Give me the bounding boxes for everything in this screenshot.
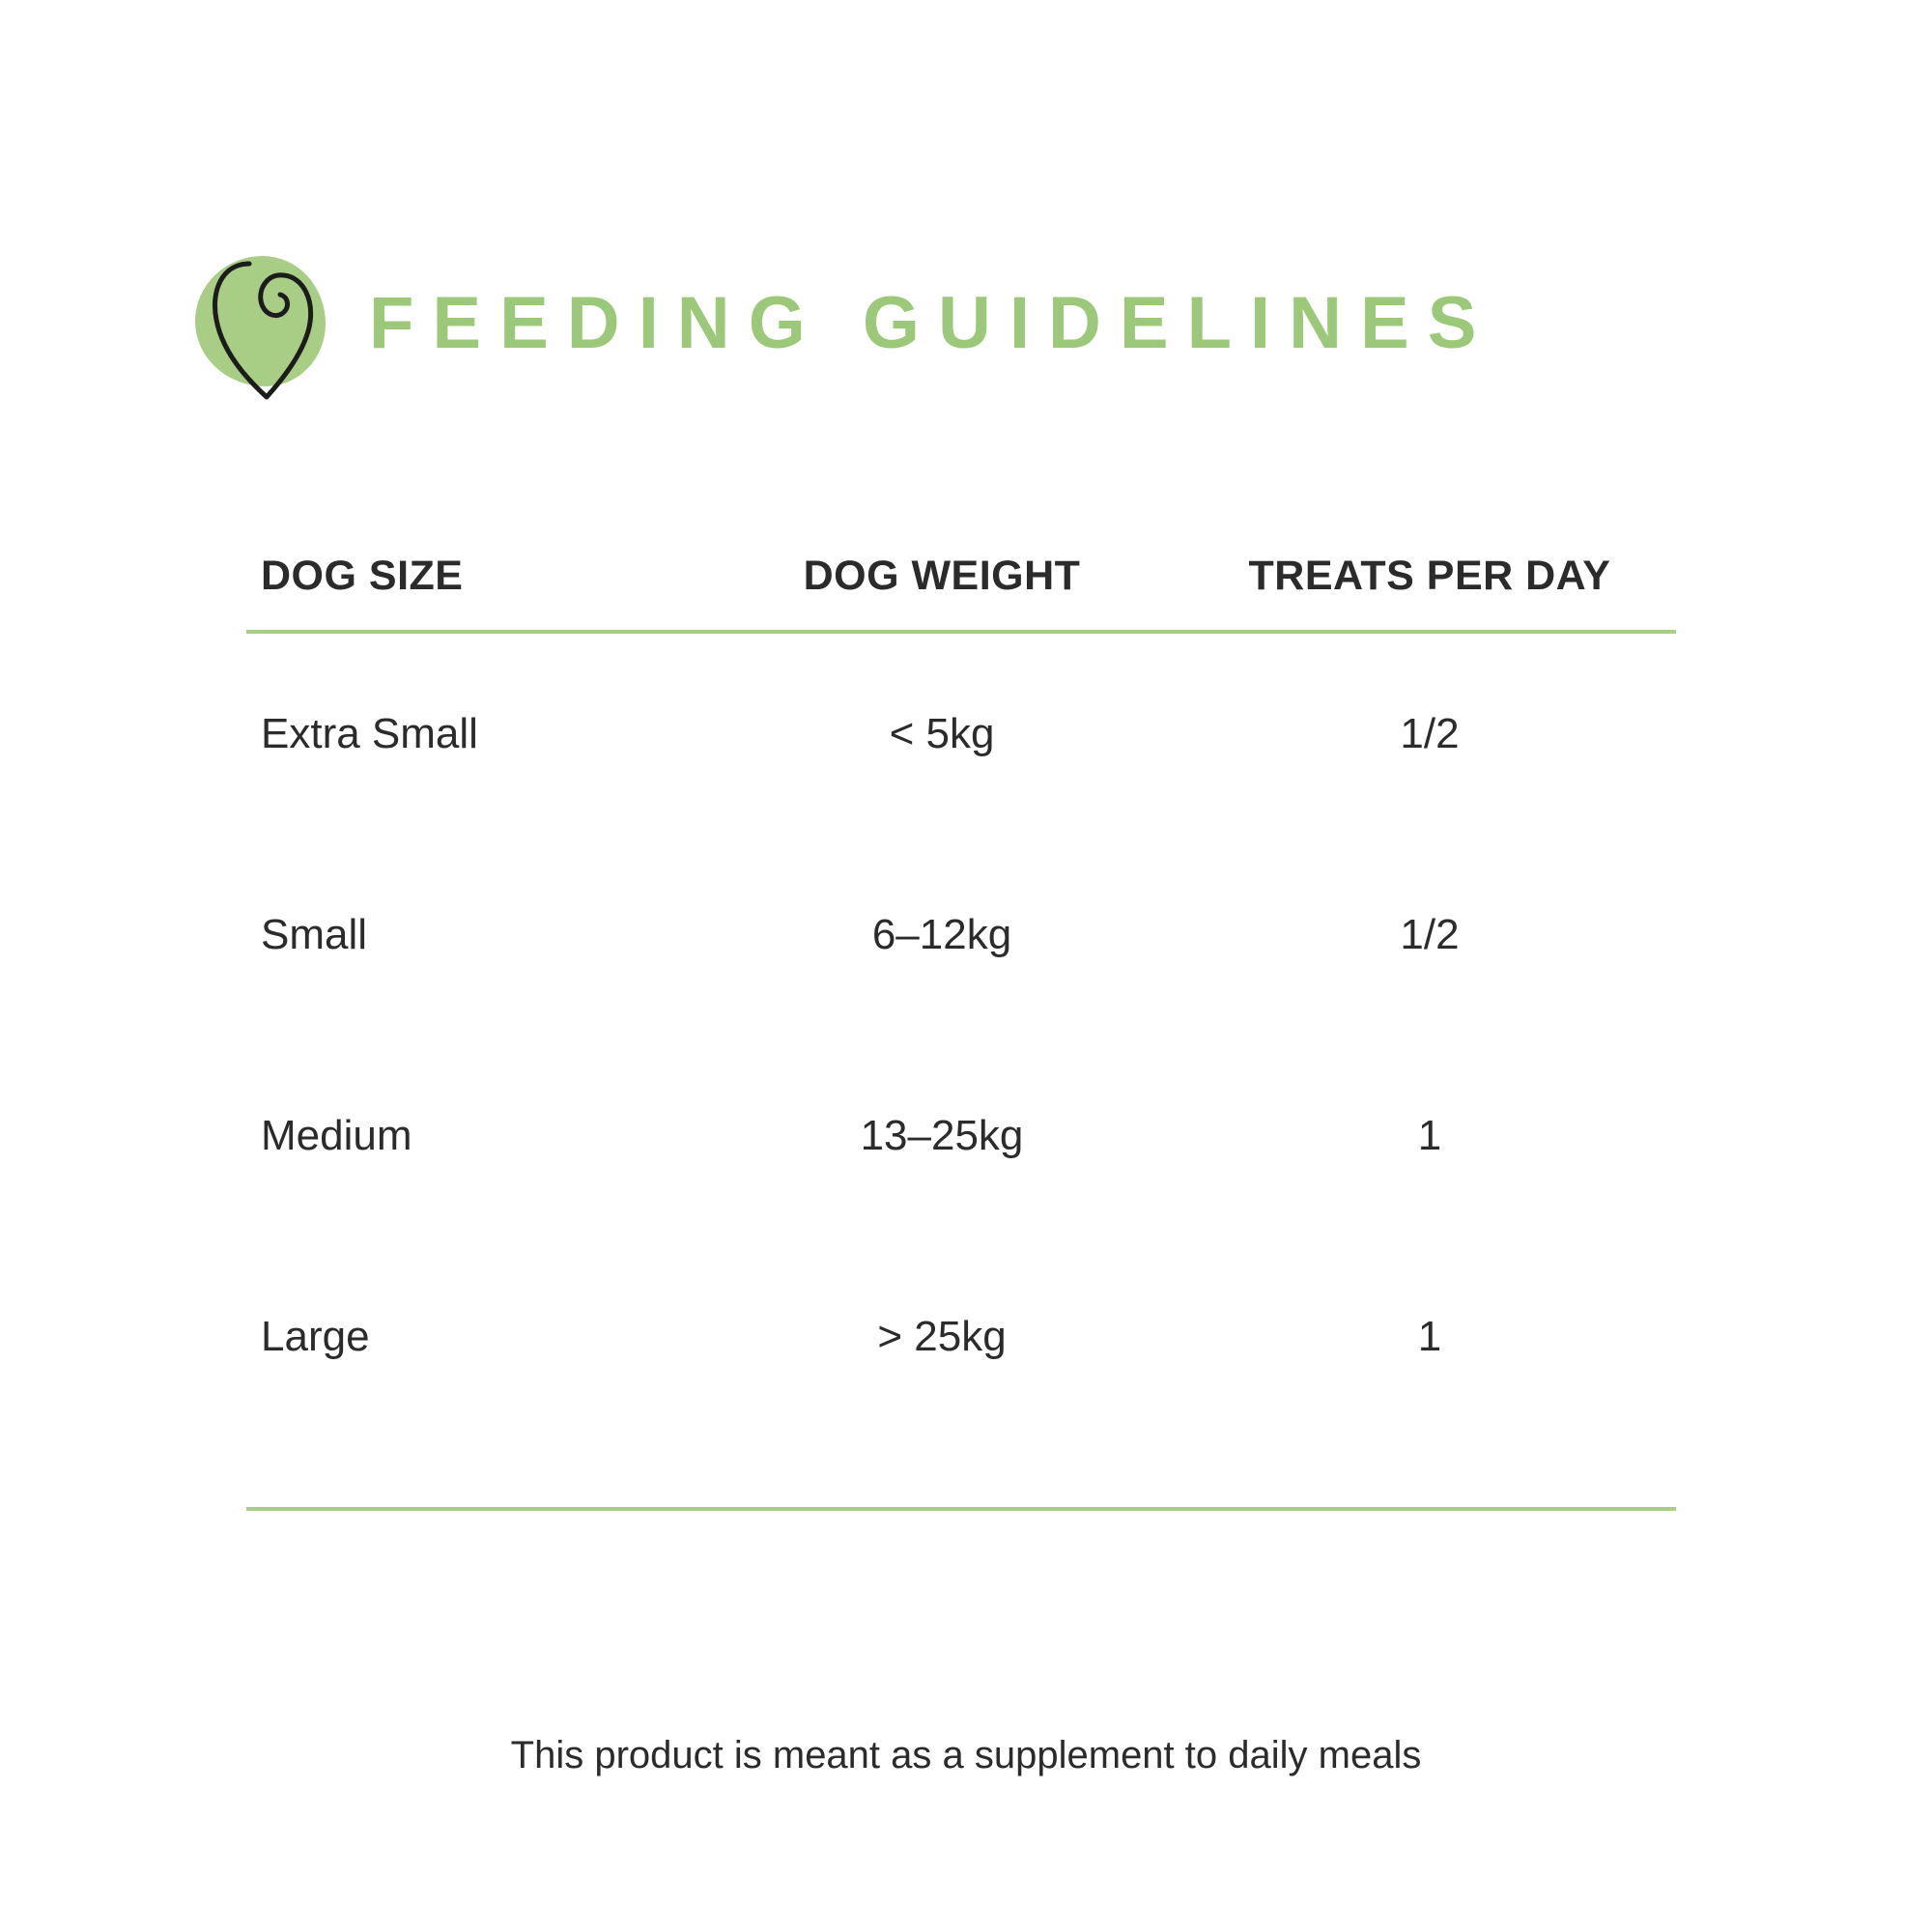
- cell-dog-weight: 6–12kg: [871, 911, 1012, 958]
- cell-treats-per-day: 1: [1417, 1112, 1442, 1159]
- cell-treats-per-day: 1/2: [1400, 911, 1460, 958]
- cell-dog-size: Small: [261, 911, 368, 958]
- table-row: [246, 634, 1676, 835]
- cell-dog-weight: 13–25kg: [860, 1112, 1024, 1159]
- table-header-row: [246, 541, 1676, 611]
- page-title: FEEDING GUIDELINES: [369, 282, 1495, 364]
- footnote: This product is meant as a supplement to daily meals: [510, 1734, 1422, 1776]
- cell-dog-weight: > 25kg: [877, 1313, 1007, 1360]
- cell-dog-weight: < 5kg: [889, 710, 995, 757]
- header: [184, 232, 1787, 415]
- cell-dog-size: Large: [261, 1313, 370, 1360]
- heart-icon: [184, 237, 348, 411]
- column-header-dog-size: DOG SIZE: [261, 552, 464, 599]
- table-row: [246, 835, 1676, 1036]
- logo: [184, 237, 348, 411]
- cell-dog-size: Extra Small: [261, 710, 478, 757]
- cell-dog-size: Medium: [261, 1112, 412, 1159]
- column-header-dog-weight: DOG WEIGHT: [803, 552, 1081, 599]
- column-header-treats-per-day: TREATS PER DAY: [1248, 552, 1611, 599]
- cell-treats-per-day: 1: [1417, 1313, 1442, 1360]
- cell-treats-per-day: 1/2: [1400, 710, 1460, 757]
- footer-divider: [246, 1507, 1676, 1511]
- table-row: [246, 1036, 1676, 1236]
- feeding-table: [246, 541, 1676, 1511]
- table-row: [246, 1236, 1676, 1437]
